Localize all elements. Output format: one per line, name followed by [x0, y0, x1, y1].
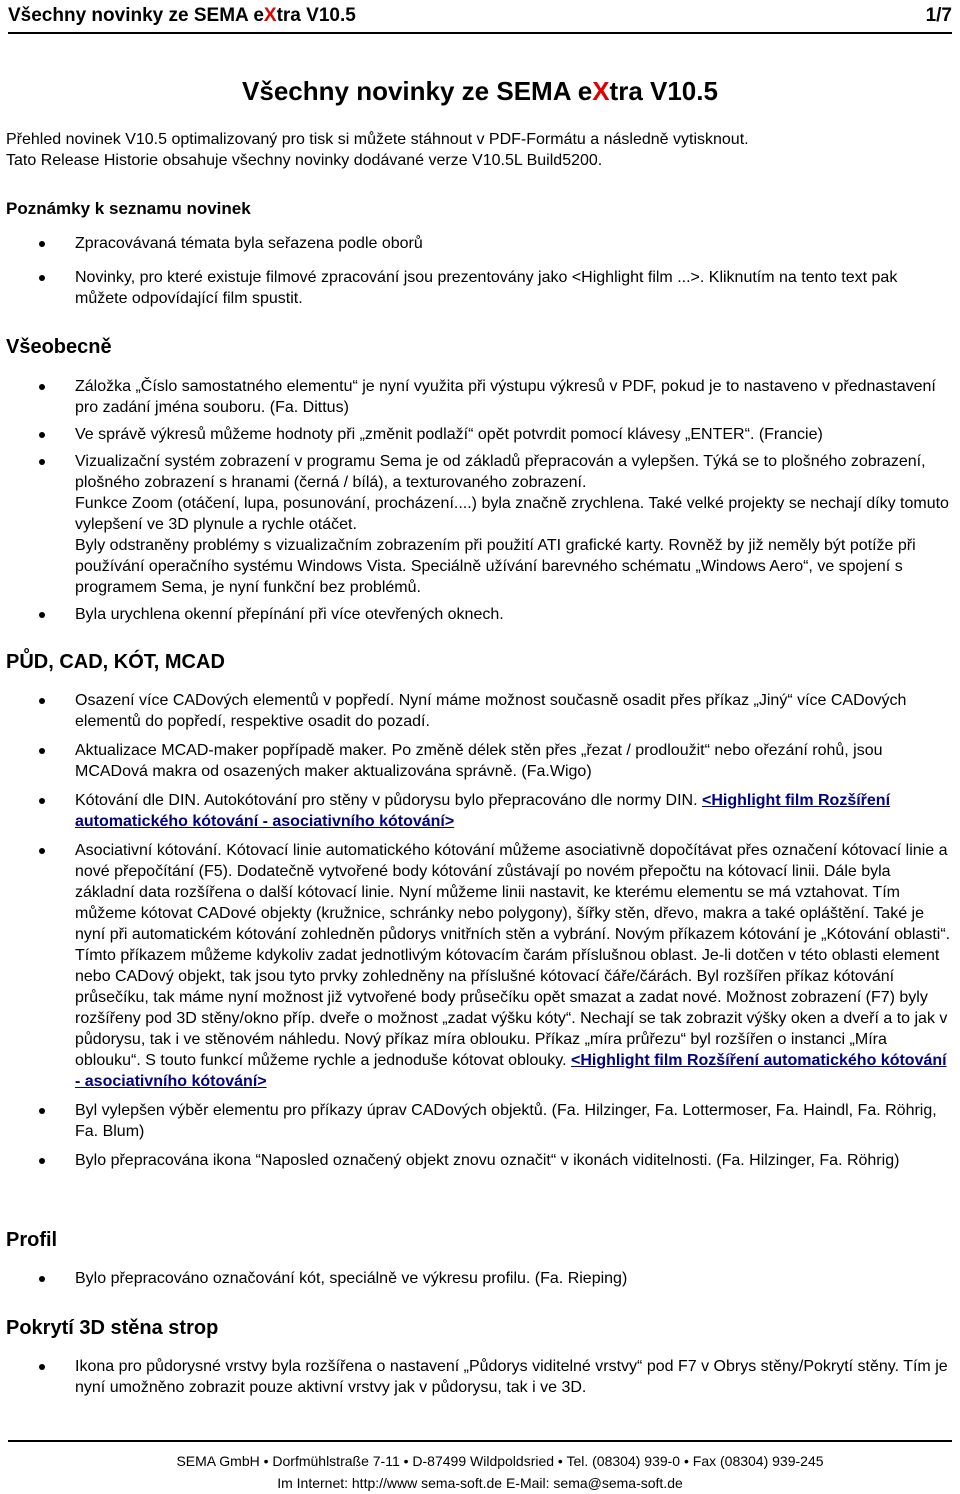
bullet-icon: [39, 275, 45, 281]
page-number: 1/7: [925, 5, 952, 26]
list-item: Asociativní kótování. Kótovací linie automatického kótování můžeme asociativně dopočítávat přes označení kótovací linie a nové přepočítání (F5). Dodatečně vytvořené body kótování zůstávají po novém přepočtu na kótovací linii. Dále byla základní data rozšířena o další kótovací linie. Nyní můžeme linii nastavit, ke kterému elementu se má vztahovat. Tím můžeme kótovat CADové objekty (kružnice, schránky nebo polygony), šířky stěn, dřevo, makra a také opláštění. Také je nyní při automatickém kótování zohledněn půdorys vnitřních stěn a vybrání. Novým příkazem kótování je „Kótování oblasti“. Tímto příkazem můžeme kdykoliv zadat jednotlivým kótovacím čarám příslušnou oblast. Je-li dotčen v této oblasti element nebo CADový objekt, tak jsou tyto prvky zohledněny na příslušné kótovací čáře/čárách. Byl rozšířen příkaz kótování průsečíku, tak máme nyní možnost již vytvořené body průsečíku opět smazat a zadat nové. Možnost zobrazení (F7) byly rozšířeny pod 3D stěny/okno příp. dveře o možnost „zadat výšku kóty“. Nechají se tak zobrazit výšky oken a dveří a to jak v půdorysu, tak i ve stěnovém náhledu. Nový příkaz míra oblouku. Příkaz „míra průřezu“ byl rozšířen o instanci „Míra oblouku“. S touto funkcí můžeme rychle a jednoduše kótovat oblouky. <Highlight film Rozšíření automatického kótování - asociativního kótování>: [0, 840, 960, 1092]
cover-list: [0, 1356, 960, 1398]
list-item: Aktualizace MCAD-maker popřípadě maker. Po změně délek stěn přes „řezat / prodloužit“ nebo ořezání rohů, jsou MCADová makra od osazených maker aktualizována správně. (Fa.Wigo): [0, 740, 960, 782]
general-list: [0, 376, 960, 625]
list-item: Byla urychlena okenní přepínání při více otevřených oknech.: [0, 604, 960, 625]
bullet-icon: [39, 1108, 45, 1114]
bullet-icon: [39, 459, 45, 465]
bullet-icon: [39, 748, 45, 754]
list-item: Bylo přepracováno označování kót, speciálně ve výkresu profilu. (Fa. Rieping): [0, 1268, 960, 1289]
document-title: Všechny novinky ze SEMA eXtra V10.5: [242, 76, 718, 106]
bullet-icon: [39, 1158, 45, 1164]
page-footer: [8, 1440, 952, 1494]
intro-line: Přehled novinek V10.5 optimalizovaný pro tisk si můžete stáhnout v PDF-Formátu a následně vytisknout.: [6, 131, 749, 148]
list-item: Osazení více CADových elementů v popředí. Nyní máme možnost současně osadit přes příkaz „Jiný“ více CADových elementů do popředí, respektive osadit do pozadí.: [0, 690, 960, 732]
bullet-icon: [39, 384, 45, 390]
intro: [6, 129, 749, 171]
list-item: Ve správě výkresů můžeme hodnoty při „změnit podlaží“ opět potvrdit pomocí klávesy „ENTER“. (Francie): [0, 424, 960, 445]
general-heading: Všeobecně: [6, 336, 112, 358]
highlight-film-link[interactable]: <Highlight film Rozšíření automatického kótování - asociativního kótování>: [75, 1052, 947, 1090]
bullet-icon: [39, 798, 45, 804]
list-item: Bylo přepracována ikona “Naposled označený objekt znovu označit“ v ikonách viditelnosti. (Fa. Hilzinger, Fa. Röhrig): [0, 1150, 960, 1171]
list-item: Vizualizační systém zobrazení v programu Sema je od základů přepracován a vylepšen. Týká se to plošného zobrazení, plošného zobrazení s hranami (černá / bílá), a texturovaného zobrazení. Funkce Zoom (otáčení, lupa, posunování, procházení....) byla značně zrychlena. Také velké projekty se nechají díky tomuto vylepšení ve 3D plynule a rychle otáčet. Byly odstraněny problémy s vizualizačním zobrazením při použití ATI grafické karty. Rovněž by již neměly být potíže při používání operačního systému Windows Vista. Speciálně užívání barevného schématu „Windows Aero“, ve spojení s programem Sema, je nyní funkční bez problémů.: [0, 451, 960, 598]
cad-list: [0, 690, 960, 1171]
list-item: Zpracovávaná témata byla seřazena podle oborů: [0, 233, 960, 254]
header-title: Všechny novinky ze SEMA eXtra V10.5: [8, 5, 356, 26]
profile-list: [0, 1268, 960, 1289]
bullet-icon: [39, 241, 45, 247]
footer-contact: Im Internet: http://www sema-soft.de E-Mail: sema@sema-soft.de: [277, 1475, 683, 1491]
header-title-x: X: [263, 5, 277, 26]
list-item: Ikona pro půdorysné vrstvy byla rozšířena o nastavení „Půdorys viditelné vrstvy“ pod F7 v Obrys stěny/Pokrytí stěny. Tím je nyní umožněno zobrazit pouze aktivní vrstvy jak v půdorysu, tak i ve 3D.: [0, 1356, 960, 1398]
bullet-icon: [39, 1276, 45, 1282]
bullet-icon: [39, 432, 45, 438]
page-header: [8, 0, 952, 34]
list-item: Kótování dle DIN. Autokótování pro stěny v půdorysu bylo přepracováno dle normy DIN. <Highlight film Rozšíření automatického kótování - asociativního kótování>: [0, 790, 960, 832]
title-x: X: [592, 76, 610, 106]
bullet-icon: [39, 698, 45, 704]
list-item: Novinky, pro které existuje filmové zpracování jsou prezentovány jako <Highlight film ...>. Kliknutím na tento text pak můžete odpovídající film spustit.: [0, 267, 960, 309]
bullet-icon: [39, 612, 45, 618]
list-item: Byl vylepšen výběr elementu pro příkazy úprav CADových objektů. (Fa. Hilzinger, Fa. Lottermoser, Fa. Haindl, Fa. Röhrig, Fa. Blum): [0, 1100, 960, 1142]
bullet-icon: [39, 848, 45, 854]
highlight-film-link[interactable]: <Highlight film Rozšíření automatického kótování - asociativního kótování>: [75, 792, 891, 830]
intro-line: Tato Release Historie obsahuje všechny novinky dodávané verze V10.5L Build5200.: [6, 152, 603, 169]
bullet-icon: [39, 1364, 45, 1370]
footer-address: SEMA GmbH • Dorfmühlstraße 7-11 • D-87499 Wildpoldsried • Tel. (08304) 939-0 • Fax (08304) 939-245: [176, 1453, 824, 1469]
profile-heading: Profil: [6, 1229, 58, 1251]
cover-heading: Pokrytí 3D stěna strop: [6, 1317, 219, 1339]
notes-heading: Poznámky k seznamu novinek: [6, 199, 251, 218]
list-item: Záložka „Číslo samostatného elementu“ je nyní využita při výstupu výkresů v PDF, pokud je to nastaveno v přednastavení pro zadání jména souboru. (Fa. Dittus): [0, 376, 960, 418]
notes-list: [0, 233, 960, 309]
cad-heading: PŮD, CAD, KÓT, MCAD: [6, 651, 225, 673]
